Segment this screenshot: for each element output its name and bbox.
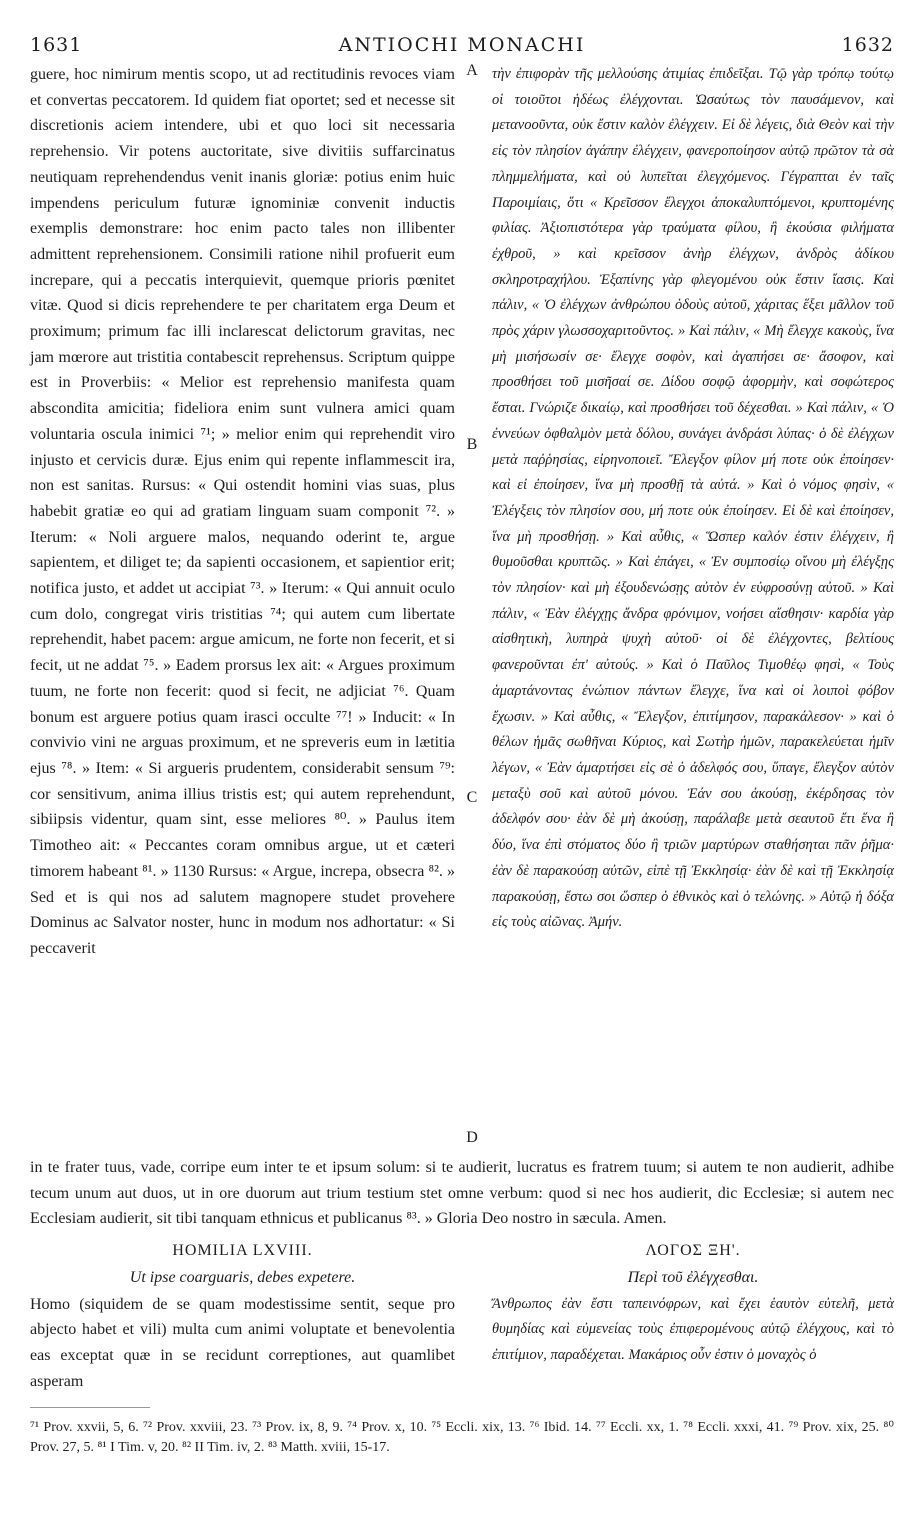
page-number-right: 1632 [841,34,894,56]
margin-marker-b: B [466,436,478,453]
page-number-left: 1631 [30,34,83,56]
greek-column [492,62,894,1155]
homily-section [30,1238,894,1395]
greek-homily-subheading: Περὶ τοῦ ἐλέγχεσθαι. [627,1268,759,1286]
running-title: ANTIOCHI MONACHI [338,34,586,56]
latin-text: guere, hoc nimirum mentis scopo, ut ad rectitudinis revoces viam et convertas peccatorem. Id quidem fiat oportet; sed et necesse sit discretionis aciem intendere, ubi et quo loci sit necessaria reprehensio. Vir potens auctoritate, sive divitiis suffarcinatus neutiquam reprehendendus venit inanis gloriæ: potius enim huic impendens periculum futuræ ignominiæ convenit inductis exemplis demonstrare: hoc enim pacto tales non illibenter admittent reprehensionem. Consimili ratione nihil profuerit eum increpare, qui a peccatis interquievit, quemque prioris pœnitet vitæ. Quod si dicis reprehendere te per charitatem erga Deum et proximum; primum fac illi inclarescat delictorum gravitas, nec jam mœrore aut tristitia contabescit reprehensus. Scriptum quippe est in Proverbiis: « Melior est reprehensio manifesta quam abscondita amicitia; fideliora enim sunt vulnera amici quam voluntaria oscula inimici ⁷¹; » melior enim qui reprehendit viro injusto et cervicis duræ. Ejus enim qui repente inflammescit ira, non est sanitas. Rursus: « Qui ostendit homini vias suas, plus habebit gratiæ eo qui ad gratiam linguam suam componit ⁷². » Iterum: « Noli arguere malos, nequando oderint te, argue sapientem, et diliget te; da sapienti occasionem, et sapientior erit; notifica justo, et addet ut accipiat ⁷³. » Iterum: « Qui annuit oculo cum dolo, congregat viris tristitias ⁷⁴; qui autem cum libertate reprehendit, habet pacem: argue amicum, ne forte non fecerit, et si fecit, ut ne addat ⁷⁵. » Eadem prorsus lex ait: « Argues proximum tuum, ne forte non fecerit: quod si fecit, ne adjiciat ⁷⁶. Quam bonum est arguere potius quam irasci occulte ⁷⁷! » Inducit: « In convivio vini ne arguas proximum, et ne spreveris eum in lætitia ejus ⁷⁸. » Item: « Si argueris prudentem, considerabit sensum ⁷⁹: cor sensitivum, anima illius tristis est; qui autem reprehendunt, sibiipsis videntur, quam sint, esse meliores ⁸⁰. » Paulus item Timotheo ait: « Peccantes coram omnibus argue, ut et cæteri timorem habeant ⁸¹. » 1130 Rursus: « Argue, increpa, obsecra ⁸². » Sed et is qui nos ad salutem magnopere studet provehere Dominus ac Salvator noster, hunc in modum nos adhortatur: « Si peccaverit [30,66,455,957]
margin-marker-c: C [466,789,478,806]
latin-column [30,62,455,1155]
footnote-divider [30,1407,150,1408]
running-header [30,34,894,60]
latin-homily-heading: HOMILIA LXVIII. [172,1241,313,1259]
two-column-body [30,62,894,1155]
greek-text: τὴν ἐπιφορὰν τῆς μελλούσης ἀτιμίας ἐπιδεῖξαι. Τῷ γὰρ τρόπῳ τούτῳ οἱ τοιοῦτοι ἡδέως ἐλέγχονται. Ὡσαύτως τὸν παυσάμενον, καὶ μετανοοῦντα, οὐκ ἔστιν καλὸν ἐλέγχειν. Εἰ δὲ λέγεις, διὰ Θεὸν καὶ τὴν εἰς τὸν πλησίον ἀγάπην ἐλέγχειν, φανεροποίησον αὐτῷ πρῶτον τὰ σὰ πλημμελήματα, καὶ οὐ λυπεῖται ἐλεγχόμενος. Γέγραπται ἐν ταῖς Παροιμίαις, ὅτι « Κρεῖσσον ἔλεγχοι ἀποκαλυπτόμενοι, κρυπτομένης φιλίας. Ἀξιοπιστότερα γὰρ τραύματα φίλου, ἢ ἑκούσια φιλήματα ἐχθροῦ, » καὶ κρεῖσσον ἀνὴρ ἐλέγχων, ἀνδρὸς ἀδίκου σκληροτραχήλου. Ἐξαπίνης γὰρ φλεγομένου οὐκ ἔστιν ἴασις. Καὶ πάλιν, « Ὁ ἐλέγχων ἀνθρώπου ὁδοὺς αὐτοῦ, χάριτας ἕξει μᾶλλον τοῦ πρὸς χάριν γλωσσοχαριτοῦντος. » Καὶ πάλιν, « Μὴ ἔλεγχε κακοὺς, ἵνα μὴ μισήσωσίν σε· ἔλεγχε σοφὸν, καὶ ἀγαπήσει σε· ἄσοφον, καὶ προσθήσει τοῦ μισῆσαί σε. Δίδου σοφῷ ἀφορμὴν, καὶ σοφώτερος ἔσται. Γνώριζε δικαίῳ, καὶ προσθήσει τοῦ δέχεσθαι. » Καὶ πάλιν, « Ὁ ἐννεύων ὀφθαλμὸν μετὰ δόλου, συνάγει ἀνδράσι λύπας· ὁ δὲ ἐλέγχων μετὰ παῤῥησίας, εἰρηνοποιεῖ. Ἔλεγξον φίλον μή ποτε οὐκ ἐποίησεν· καὶ εἰ ἐποίησεν, ἵνα μὴ προσθῇ τὰ αὐτά. » Καὶ ὁ νόμος φησὶν, « Ἐλέγξεις τὸν πλησίον σου, μή ποτε οὐκ ἐποίησεν. Εἰ δὲ καὶ ἐποίησεν, ἵνα μὴ προσθήσῃ. » Καὶ αὖθις, « Ὥσπερ καλόν ἐστιν ἐλέγχειν, ἢ θυμοῦσθαι κρυπτῶς. » Καὶ ἐπάγει, « Ἐν συμποσίῳ οἴνου μὴ ἐλέγξῃς τὸν πλησίον· καὶ μὴ ἐξουδενώσῃς αὐτὸν ἐν εὐφροσύνῃ αὐτοῦ. » Καὶ πάλιν, « Ἐὰν ἐλέγχῃς ἄνδρα φρόνιμον, νοήσει αἴσθησιν· καρδία γὰρ αἰσθητικὴ, λυπηρὰ ψυχὴ αὐτοῦ· οἱ δὲ ἐλέγχοντες, βελτίους φανεροῦνται ἐπ' αὐτούς. » Καὶ ὁ Παῦλος Τιμοθέῳ φησὶ, « Τοὺς ἁμαρτάνοντας ἐνώπιον πάντων ἔλεγχε, ἵνα καὶ οἱ λοιποὶ φόβον ἔχωσιν. » Καὶ αὖθις, « Ἔλεγξον, ἐπιτίμησον, παρακάλεσον· » καὶ ὁ θέλων ἡμᾶς σωθῆναι Κύριος, καὶ Σωτὴρ ἡμῶν, παρακελεύεται ἡμῖν λέγων, « Ἐὰν ἁμαρτήσει εἰς σὲ ὁ ἀδελφός σου, ὕπαγε, ἔλεγξον αὐτὸν μεταξὺ σοῦ καὶ αὐτοῦ μόνου. Ἐάν σου ἀκούσῃ, ἐκέρδησας τὸν ἀδελφόν σου· ἐὰν δὲ μὴ ἀκούσῃ, παράλαβε μετὰ σεαυτοῦ ἔτι ἕνα ἢ δύο, ἵνα ἐπὶ στόματος δύο ἢ τριῶν μαρτύρων σταθήσηται πᾶν ῥῆμα· ἐὰν δὲ παρακούσῃ αὐτῶν, εἰπὲ τῇ Ἐκκλησίᾳ· ἐὰν δὲ καὶ τῇ Ἐκκλησίᾳ παρακούσῃ, ἔστω σοι ὥσπερ ὁ ἐθνικὸς καὶ ὁ τελώνης. » Αὐτῷ ἡ δόξα εἰς τοὺς αἰῶνας. Ἀμήν. [492,66,894,931]
full-width-paragraph: in te frater tuus, vade, corripe eum inter te et ipsum solum: si te audierit, lucratus es fratrem tuum; si autem te non audierit, adhibe tecum unum aut duos, ut in ore duorum aut trium testium stet omne verbum: quod si nec hos audierit, dic Ecclesiæ; si autem nec Ecclesiam audierit, sit tibi tanquam ethnicus et publicanus ⁸³. » Gloria Deo nostro in sæcula. Amen. [30,1159,894,1227]
footnotes: ⁷¹ Prov. xxvii, 5, 6. ⁷² Prov. xxviii, 23. ⁷³ Prov. ix, 8, 9. ⁷⁴ Prov. x, 10. ⁷⁵ Eccli. xix, 13. ⁷⁶ Ibid. 14. ⁷⁷ Eccli. xx, 1. ⁷⁸ Eccli. xxxi, 41. ⁷⁹ Prov. xix, 25. ⁸⁰ Prov. 27, 5. ⁸¹ I Tim. v, 20. ⁸² II Tim. iv, 2. ⁸³ Matth. xviii, 15-17. [30,1419,894,1455]
homily-greek [492,1238,894,1395]
margin-marker-a: A [466,62,478,79]
greek-homily-text: Ἄνθρωπος ἐὰν ἔστι ταπεινόφρων, καὶ ἔχει ἑαυτὸν εὐτελῆ, μετὰ θυμηδίας καὶ εὐμενείας τοὺς ἐπιφερομένους αὐτῷ ἐλέγχους, καὶ τὸ ἐπιτίμιον, παραδέχεται. Μακάριος οὖν ἐστιν ὁ μοναχὸς ὁ [492,1295,894,1364]
latin-homily-subheading: Ut ipse coarguaris, debes expetere. [129,1268,356,1286]
margin-marker-d: D [466,1129,478,1146]
latin-homily-text: Homo (siquidem de se quam modestissime sentit, seque pro abjecto habet et vili) multa cum animi voluptate et benevolentia eas exceptat quæ in se recidunt correptiones, aut quamlibet asperam [30,1295,455,1390]
homily-latin [30,1238,455,1395]
greek-homily-heading: ΛΟΓΟΣ ΞΗ'. [645,1241,741,1259]
